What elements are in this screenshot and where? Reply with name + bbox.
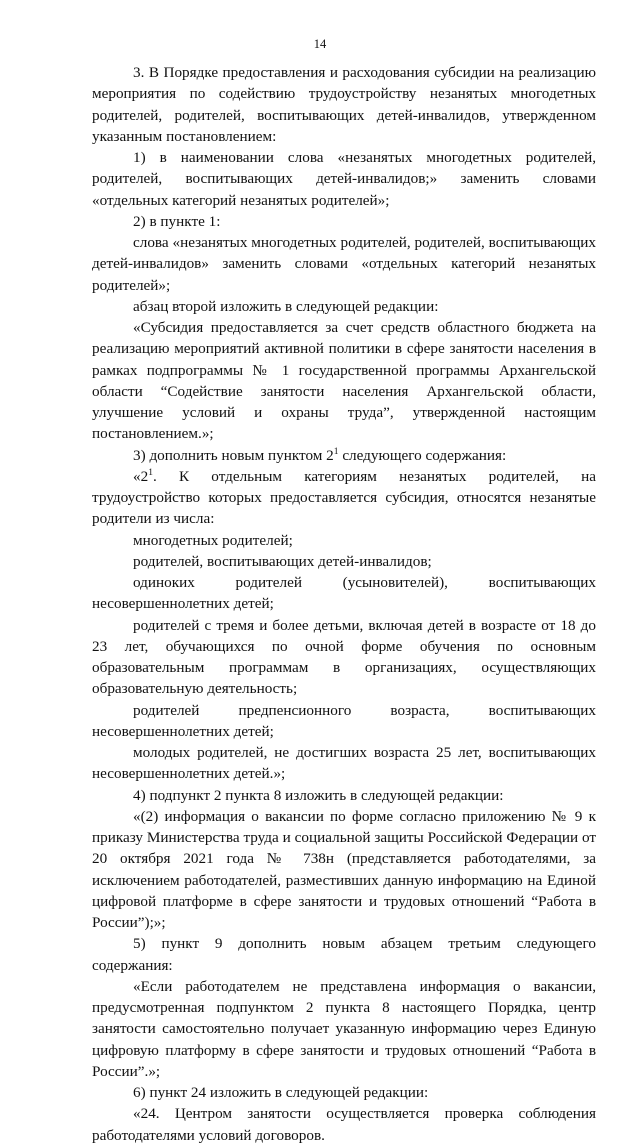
superscript: 1 (333, 446, 339, 457)
paragraph: абзац второй изложить в следующей редакции: (133, 297, 439, 315)
paragraph: родителей с тремя и более детьми, включая детей в возрасте от 18 до 23 лет, обучающихся по очной форме обучения по основным образовательным программам в организациях, осуществляющих образовательную деятельность; (92, 616, 596, 698)
paragraph: многодетных родителей; (133, 531, 293, 549)
paragraph: «24. Центром занятости осуществляется проверка соблюдения работодателями условий договоров. (92, 1105, 596, 1144)
paragraph-text: «2 (133, 467, 149, 485)
paragraph: 6) пункт 24 изложить в следующей редакции: (133, 1084, 429, 1101)
superscript: 1 (148, 467, 153, 478)
paragraph (92, 466, 596, 530)
paragraph: «Если работодателем не представлена информация о вакансии, предусмотренная подпунктом 2 пункта 8 настоящего Порядка, центр занятости самостоятельно получает указанную информацию через Единую цифровую платформу в сфере занятости и трудовых отношений “Работа в России”.»; (92, 977, 596, 1080)
paragraph-text: . К отдельным категориям незанятых родителей, на трудоустройство которых предоставляется субсидия, относятся незанятые родители из числа: (92, 467, 596, 528)
paragraph: одиноких родителей (усыновителей), воспитывающих несовершеннолетних детей; (92, 574, 596, 613)
paragraph: родителей предпенсионного возраста, воспитывающих несовершеннолетних детей; (92, 701, 596, 740)
paragraph: 5) пункт 9 дополнить новым абзацем третьим следующего содержания: (92, 935, 596, 974)
paragraph: «(2) информация о вакансии по форме согласно приложению № 9 к приказу Министерства труда и социальной защиты Российской Федерации от 20 октября 2021 года № 738н (представляется работодателями, за исключением работодателей, разместивших данную информацию на Единой цифровой платформе в сфере занятости и трудовых отношений “Работа в России”);»; (92, 807, 596, 931)
paragraph: слова «незанятых многодетных родителей, родителей, воспитывающих детей-инвалидов» заменить словами «отдельных категорий незанятых родителей»; (92, 234, 596, 294)
paragraph: «Субсидия предоставляется за счет средств областного бюджета на реализацию мероприятий активной политики в сфере занятости населения в рамках подпрограммы № 1 государственной программы Архангельской области “Содействие занятости населения Архангельской области, улучшение условий и охраны труда”, утвержденной настоящим постановлением.»; (92, 319, 596, 443)
paragraph: 3. В Порядке предоставления и расходования субсидии на реализацию мероприятия по содействию трудоустройству незанятых многодетных родителей, родителей, воспитывающих детей-инвалидов, утвержденном указанным постановлением: (92, 64, 596, 145)
paragraph-text: 3) дополнить новым пунктом 2 (133, 446, 334, 464)
paragraph: 4) подпункт 2 пункта 8 изложить в следующей редакции: (133, 786, 504, 804)
document-body (92, 62, 596, 1146)
paragraph: 1) в наименовании слова «незанятых многодетных родителей, родителей, воспитывающих детей-инвалидов;» заменить словами «отдельных категорий незанятых родителей»; (92, 149, 596, 209)
paragraph: родителей, воспитывающих детей-инвалидов; (133, 552, 432, 570)
page-number: 14 (313, 37, 327, 51)
paragraph: молодых родителей, не достигших возраста 25 лет, воспитывающих несовершеннолетних детей.»; (92, 744, 596, 783)
paragraph (92, 445, 596, 466)
paragraph: 2) в пункте 1: (133, 212, 221, 230)
paragraph-text: следующего содержания: (338, 446, 507, 464)
